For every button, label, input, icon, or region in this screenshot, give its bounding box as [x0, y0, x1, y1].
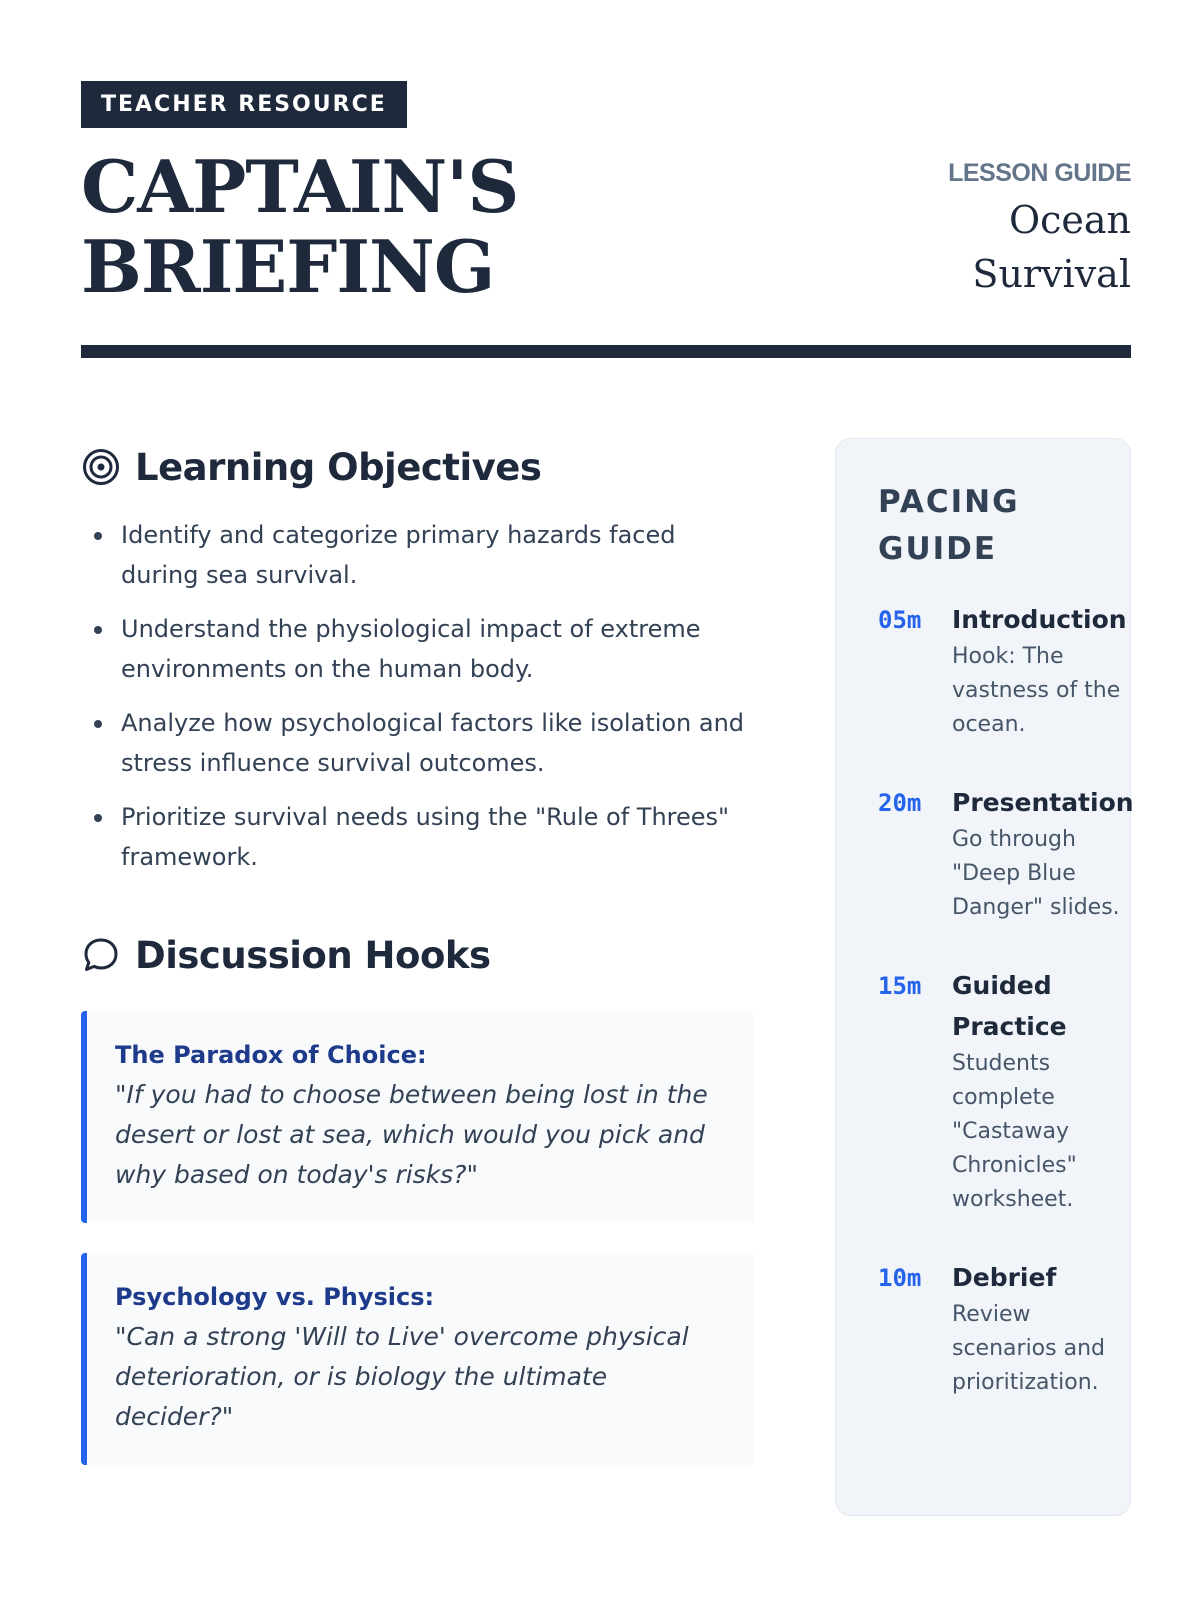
lesson-kicker: LESSON GUIDE — [948, 159, 1131, 187]
main-column — [81, 441, 754, 1465]
pacing-body — [952, 599, 1128, 742]
topic-line-1: Ocean — [1008, 198, 1131, 242]
pacing-guide-panel — [835, 438, 1134, 1516]
pacing-duration: 15m — [878, 972, 922, 1000]
pacing-title-line-2: GUIDE — [878, 531, 998, 567]
pacing-item — [878, 782, 1134, 925]
pacing-item — [878, 1257, 1130, 1400]
list-item — [81, 515, 754, 595]
lesson-topic — [948, 193, 1131, 301]
resource-tag: TEACHER RESOURCE — [81, 81, 407, 128]
pacing-duration: 10m — [878, 1264, 922, 1292]
pacing-item — [878, 965, 1130, 1217]
discussion-hook-card — [81, 1011, 754, 1223]
list-item — [81, 609, 754, 689]
lesson-page — [81, 81, 1134, 1431]
hook-quote: "If you had to choose between being lost in the desert or lost at sea, which would you pick and why based on today's risks?" — [115, 1080, 708, 1189]
header-divider — [81, 345, 1131, 358]
page-title — [81, 144, 519, 309]
title-line-1: CAPTAIN'S — [81, 144, 519, 229]
lesson-info — [948, 157, 1131, 301]
list-item — [81, 797, 754, 877]
pacing-duration: 05m — [878, 606, 922, 634]
objective-text: Prioritize survival needs using the "Rule of Threes" framework. — [121, 803, 730, 871]
hook-title: Psychology vs. Physics: — [115, 1283, 435, 1311]
hooks-heading — [81, 929, 754, 981]
page-header — [81, 81, 1131, 361]
objective-text: Analyze how psychological factors like isolation and stress influence survival outcomes. — [121, 709, 745, 777]
objective-text: Understand the physiological impact of extreme environments on the human body. — [121, 615, 701, 683]
speech-bubble-icon — [81, 935, 121, 975]
pacing-phase-desc: Review scenarios and prioritization. — [952, 1302, 1105, 1395]
target-icon — [81, 447, 121, 487]
objectives-list — [81, 515, 754, 877]
bullet-icon — [94, 720, 102, 728]
objective-text: Identify and categorize primary hazards faced during sea survival. — [121, 521, 676, 589]
pacing-body — [952, 965, 1128, 1217]
objectives-heading — [81, 441, 754, 493]
pacing-title — [878, 479, 1130, 573]
topic-line-2: Survival — [972, 252, 1131, 296]
pacing-title-line-1: PACING — [878, 484, 1020, 520]
pacing-duration: 20m — [878, 789, 922, 817]
bullet-icon — [94, 626, 102, 634]
hooks-title: Discussion Hooks — [135, 933, 491, 977]
title-line-2: BRIEFING — [81, 224, 495, 309]
pacing-phase-desc: Hook: The vastness of the ocean. — [952, 644, 1121, 737]
hook-quote: "Can a strong 'Will to Live' overcome physical deterioration, or is biology the ultimate decider?" — [115, 1322, 689, 1431]
pacing-phase-name: Debrief — [952, 1263, 1057, 1292]
objectives-title: Learning Objectives — [135, 445, 542, 489]
pacing-phase-desc: Students complete "Castaway Chronicles" worksheet. — [952, 1051, 1077, 1212]
bullet-icon — [94, 814, 102, 822]
bullet-icon — [94, 532, 102, 540]
discussion-hook-card — [81, 1253, 754, 1465]
pacing-phase-desc: Go through "Deep Blue Danger" slides. — [952, 827, 1120, 920]
pacing-phase-name: Introduction — [952, 605, 1127, 634]
pacing-phase-name: Presentation — [952, 788, 1134, 817]
pacing-phase-name: Guided Practice — [952, 971, 1067, 1041]
pacing-item — [878, 599, 1130, 742]
pacing-body — [952, 782, 1134, 925]
list-item — [81, 703, 754, 783]
hook-title: The Paradox of Choice: — [115, 1041, 427, 1069]
pacing-body — [952, 1257, 1128, 1400]
